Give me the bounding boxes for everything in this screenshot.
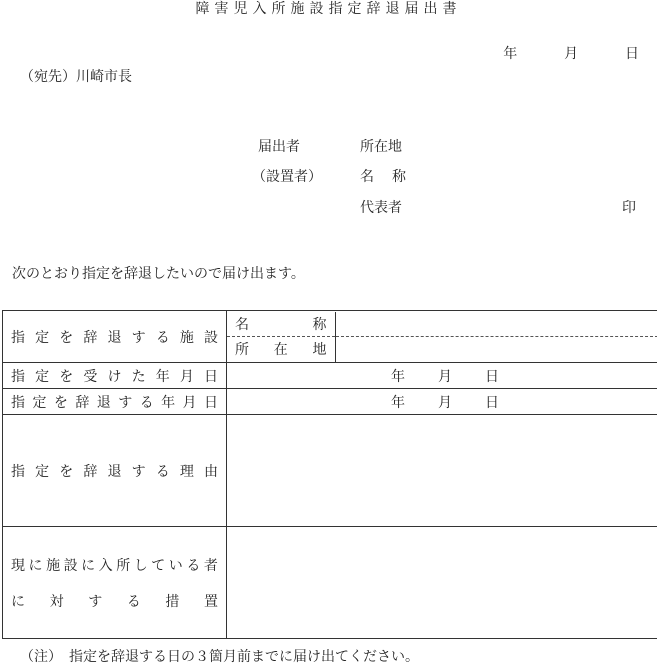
withdrawal-form-table xyxy=(2,310,657,639)
measures-label-line2: に 対 す る 措 置 xyxy=(11,591,226,611)
designated-date-row xyxy=(3,363,657,389)
seal-mark: 印 xyxy=(622,201,636,215)
measures-label-line1: 現 に 施 設 に 入 所 し て い る 者 xyxy=(11,555,226,575)
submitter-label: 届出者 xyxy=(258,140,300,154)
name-label: 名 称 xyxy=(360,170,408,184)
facility-name-field[interactable] xyxy=(335,312,657,337)
address-label: 所在地 xyxy=(360,140,402,154)
document-title: 障害児入所施設指定辞退届出書 xyxy=(0,2,657,16)
date-year: 年 xyxy=(503,47,517,61)
facility-label: 指 定 を 辞 退 す る 施 設 xyxy=(11,327,226,347)
footnote: （注） 指定を辞退する日の３箇月前までに届け出てください。 xyxy=(20,650,419,664)
representative-label: 代表者 xyxy=(360,201,402,215)
facility-address-field[interactable] xyxy=(335,337,657,362)
reason-field[interactable] xyxy=(227,415,657,527)
facility-row xyxy=(3,311,657,363)
submitter-role-label: （設置者） xyxy=(252,170,322,184)
facility-detail-cell xyxy=(227,311,657,363)
facility-name-label: 名 称 xyxy=(227,314,335,334)
measures-row xyxy=(3,527,657,639)
facility-label-cell xyxy=(3,311,227,363)
designated-date-field[interactable]: 年 月 日 xyxy=(227,363,657,389)
addressee: （宛先）川崎市長 xyxy=(20,70,132,84)
reason-label: 指 定 を 辞 退 す る 理 由 xyxy=(11,461,226,481)
withdraw-date-field[interactable]: 年 月 日 xyxy=(227,389,657,415)
reason-row xyxy=(3,415,657,527)
measures-field[interactable] xyxy=(227,527,657,639)
date-day: 日 xyxy=(625,47,639,61)
lead-text: 次のとおり指定を辞退したいので届け出ます。 xyxy=(12,267,305,281)
withdraw-date-label: 指 定 を 辞 退 す る 年 月 日 xyxy=(11,392,226,412)
designated-date-label: 指 定 を 受 け た 年 月 日 xyxy=(11,366,226,386)
facility-address-label: 所 在 地 xyxy=(227,339,335,359)
date-month: 月 xyxy=(564,47,578,61)
submission-date xyxy=(503,47,639,61)
withdraw-date-row xyxy=(3,389,657,415)
